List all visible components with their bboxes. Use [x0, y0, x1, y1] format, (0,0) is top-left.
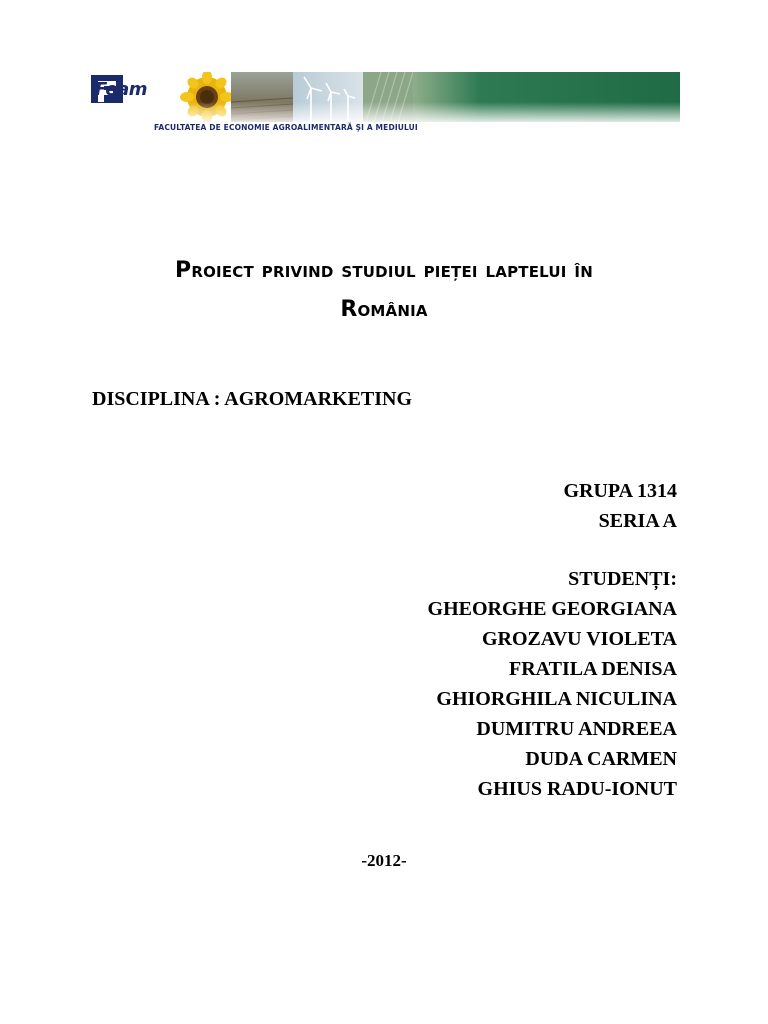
group-info	[563, 476, 677, 536]
document-title-line-1: Proiect privind studiul pieței laptelui în	[175, 258, 593, 283]
logo-text: Feam	[95, 79, 148, 100]
student-name: DUMITRU ANDREEA	[476, 718, 677, 740]
discipline-label: DISCIPLINA : AGROMARKETING	[92, 388, 413, 410]
faculty-banner	[91, 72, 680, 122]
students-heading: STUDENȚI:	[568, 568, 677, 590]
students-list	[428, 564, 677, 804]
student-name: GHIUS RADU-IONUT	[477, 778, 677, 800]
student-name: GHIORGHILA NICULINA	[436, 688, 677, 710]
student-name: DUDA CARMEN	[525, 748, 677, 770]
document-year: -2012-	[361, 851, 407, 870]
student-name: GROZAVU VIOLETA	[481, 628, 677, 650]
student-name: FRATILA DENISA	[509, 658, 677, 680]
faculty-caption: FACULTATEA DE ECONOMIE AGROALIMENTARĂ ŞI A MEDIULUI	[154, 123, 418, 132]
student-name: GHEORGHE GEORGIANA	[427, 598, 677, 620]
series-label: SERIA A	[598, 510, 677, 532]
group-number: GRUPA 1314	[563, 480, 677, 502]
document-title-line-2: România	[340, 297, 428, 322]
